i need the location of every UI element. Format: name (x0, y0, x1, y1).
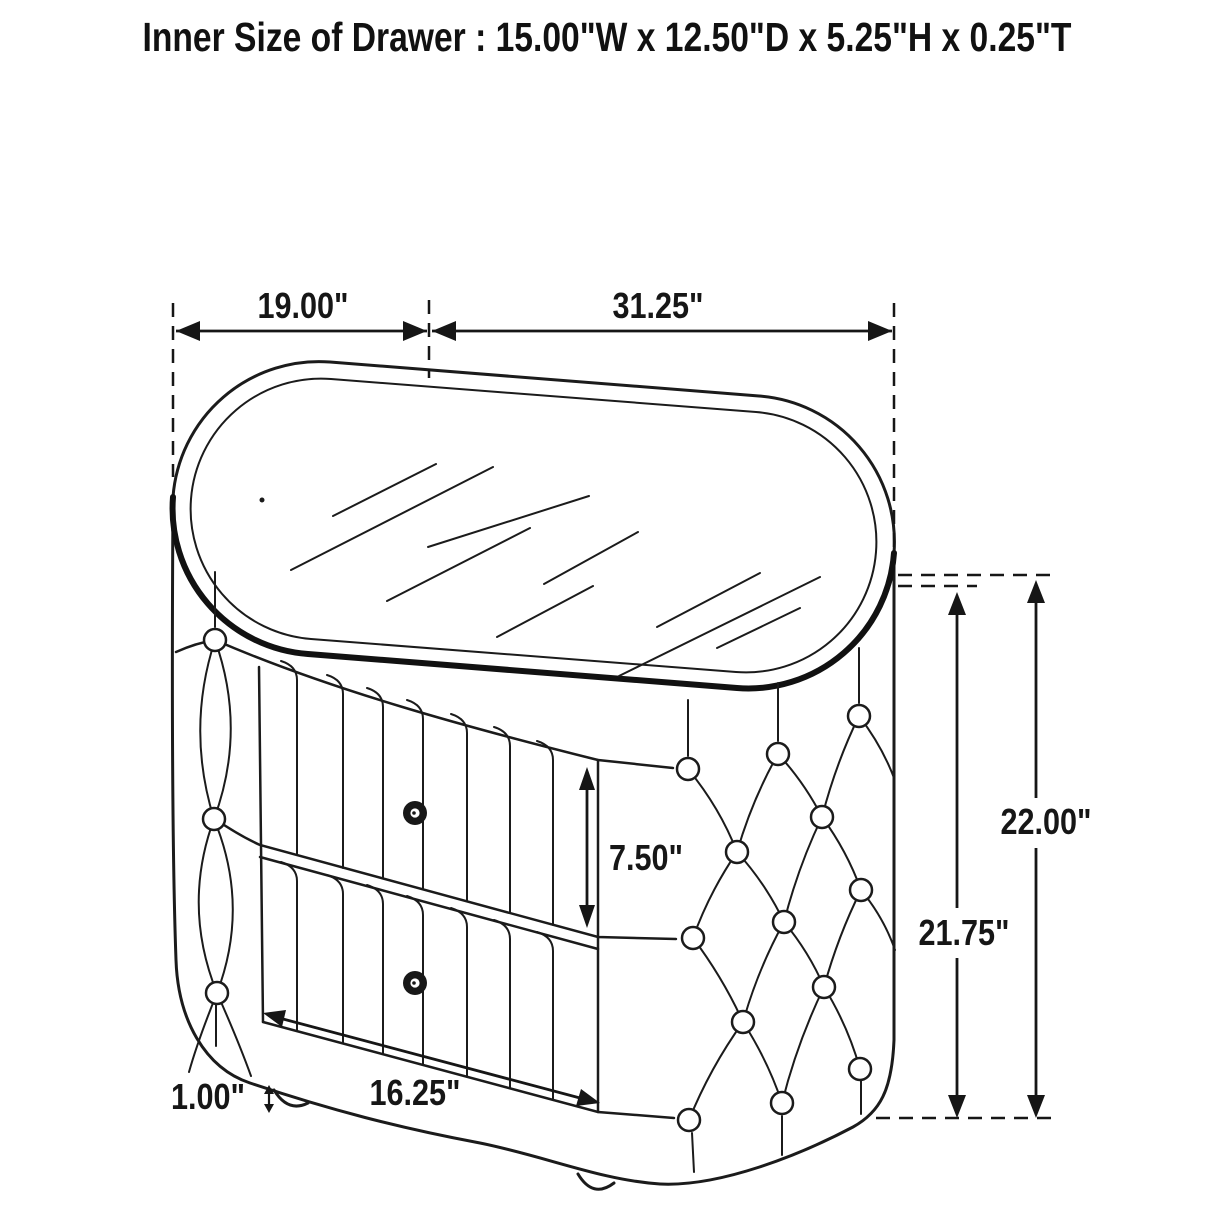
dimension-drawer-height (579, 767, 595, 928)
dimension-overall-height (1027, 580, 1045, 1118)
left-side-tufting (189, 572, 251, 1076)
dim-label-drawer-width: 16.25" (369, 1072, 461, 1113)
tabletop (173, 362, 895, 689)
dim-label-drawer-height: 7.50" (608, 837, 684, 878)
tabletop-inner-rim (191, 379, 877, 673)
tabletop-outer-edge (173, 362, 895, 689)
dim-label-side-height: 21.75" (918, 912, 1010, 953)
drawer-front-panel (176, 640, 676, 1118)
front-top-seam (176, 640, 673, 768)
drawer-divider-upper (215, 819, 676, 939)
dim-label-top-depth: 19.00" (257, 285, 349, 326)
dimension-extension-lines (170, 300, 1052, 1118)
upper-drawer-fluting (281, 661, 553, 925)
dim-label-leg-height: 1.00" (170, 1076, 246, 1117)
drawer-bottom-seam (263, 1022, 674, 1118)
upper-drawer-knob (403, 801, 427, 825)
diagram-title: Inner Size of Drawer : 15.00"W x 12.50"D x 5.25"H x 0.25"T (142, 14, 1072, 60)
right-side-tufting (677, 648, 895, 1172)
dim-label-overall-height: 22.00" (1000, 801, 1092, 842)
tabletop-speck (260, 498, 265, 503)
lower-drawer-knob (403, 971, 427, 995)
tabletop-front-edge (173, 497, 894, 688)
body-silhouette (172, 497, 894, 1184)
dimension-side-height (948, 592, 966, 1118)
dim-label-top-width: 31.25" (612, 285, 704, 326)
drawer-divider-lower (260, 857, 598, 949)
